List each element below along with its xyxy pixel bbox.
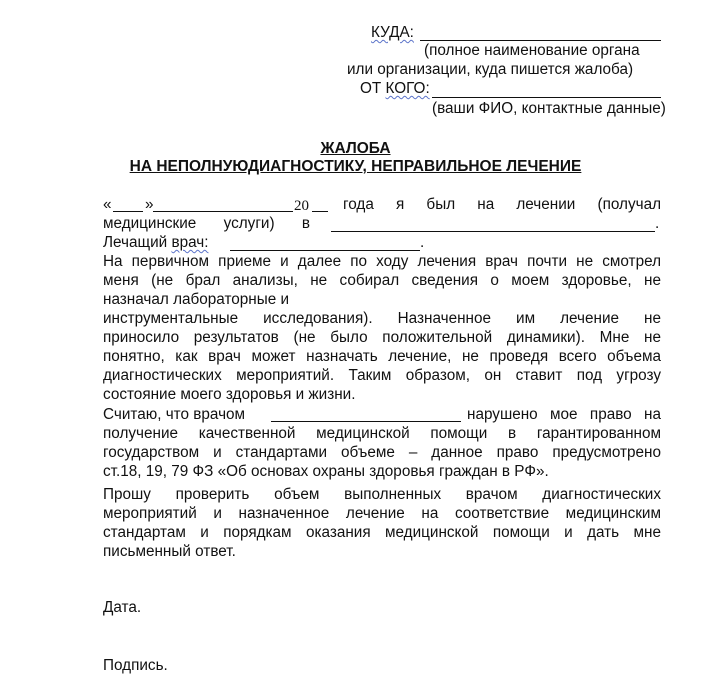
p1-line-7: диагностических мероприятий. Таким образом, он ставит под угрозу [103,367,661,384]
p1-line-6: понятно, как врач может назначать лечение, не проведя всего объема [103,348,661,365]
p3-line-2: мероприятий и назначенное лечение на соответствие медицинским [103,505,661,522]
date-label: Дата. [103,599,142,616]
year-field-line [312,211,328,212]
from-field-line [432,97,661,98]
from-label: ОТ КОГО: [360,80,430,97]
from-hint: (ваши ФИО, контактные данные) [432,100,666,117]
p2-doctor-field-line [271,421,461,422]
p2-end: нарушено мое право на [467,406,661,423]
title-line-2: НА НЕПОЛНУЮДИАГНОСТИКУ, НЕПРАВИЛЬНОЕ ЛЕЧЕНИЕ [129,158,582,175]
doctor-label: Лечащий врач: [103,234,209,251]
to-label: КУДА: [371,24,414,41]
year-prefix: 20 [294,198,309,214]
clinic-field-line [331,231,655,232]
p2-line-3: государством и стандартами объеме – данное право предусмотрено [103,444,661,461]
p2-start: Считаю, что врачом [103,406,246,423]
to-field-line [420,40,661,41]
p1-line-4: инструментальные исследования). Назначенное им лечение не [103,310,661,327]
p1-line-8: состояние моего здоровья и жизни. [103,386,356,403]
p2-line-2: получение качественной медицинской помощи в гарантированном [103,425,661,442]
from-label-word: КОГО: [385,80,430,97]
doctor-label-word: врач: [171,234,209,251]
month-field-line [153,211,293,212]
p1-line-1: На первичном приеме и далее по ходу лечения врач почти не смотрел [103,253,661,270]
p1-line-3: назначал лабораторные и [103,291,290,308]
p3-line-1: Прошу проверить объем выполненных врачом диагностических [103,486,661,503]
date-open-quote: « [103,196,112,213]
date-line-rest: года я был на лечении (получал [343,196,661,213]
p3-line-4: письменный ответ. [103,543,236,560]
to-hint-1: (полное наименование органа [424,42,640,59]
p2-line-4: ст.18, 19, 79 ФЗ «Об основах охраны здоровья граждан в РФ». [103,463,549,480]
to-hint-2: или организации, куда пишется жалоба) [347,61,634,78]
p1-line-2: меня (не брал анализы, не собирал сведения о моем здоровье, не [103,272,661,289]
date-close-quote: » [145,196,154,213]
services-line: медицинские услуги) в [103,215,310,232]
doctor-period: . [420,234,425,251]
day-field-line [113,211,143,212]
services-period: . [655,215,660,232]
doctor-field-line [230,250,420,251]
p3-line-3: стандартам и порядкам оказания медицинской помощи и дать мне [103,524,661,541]
title-line-1: ЖАЛОБА [320,140,391,157]
p1-line-5: приносило результатов (не было положительной динамики). Мне не [103,329,661,346]
signature-label: Подпись. [103,657,168,674]
